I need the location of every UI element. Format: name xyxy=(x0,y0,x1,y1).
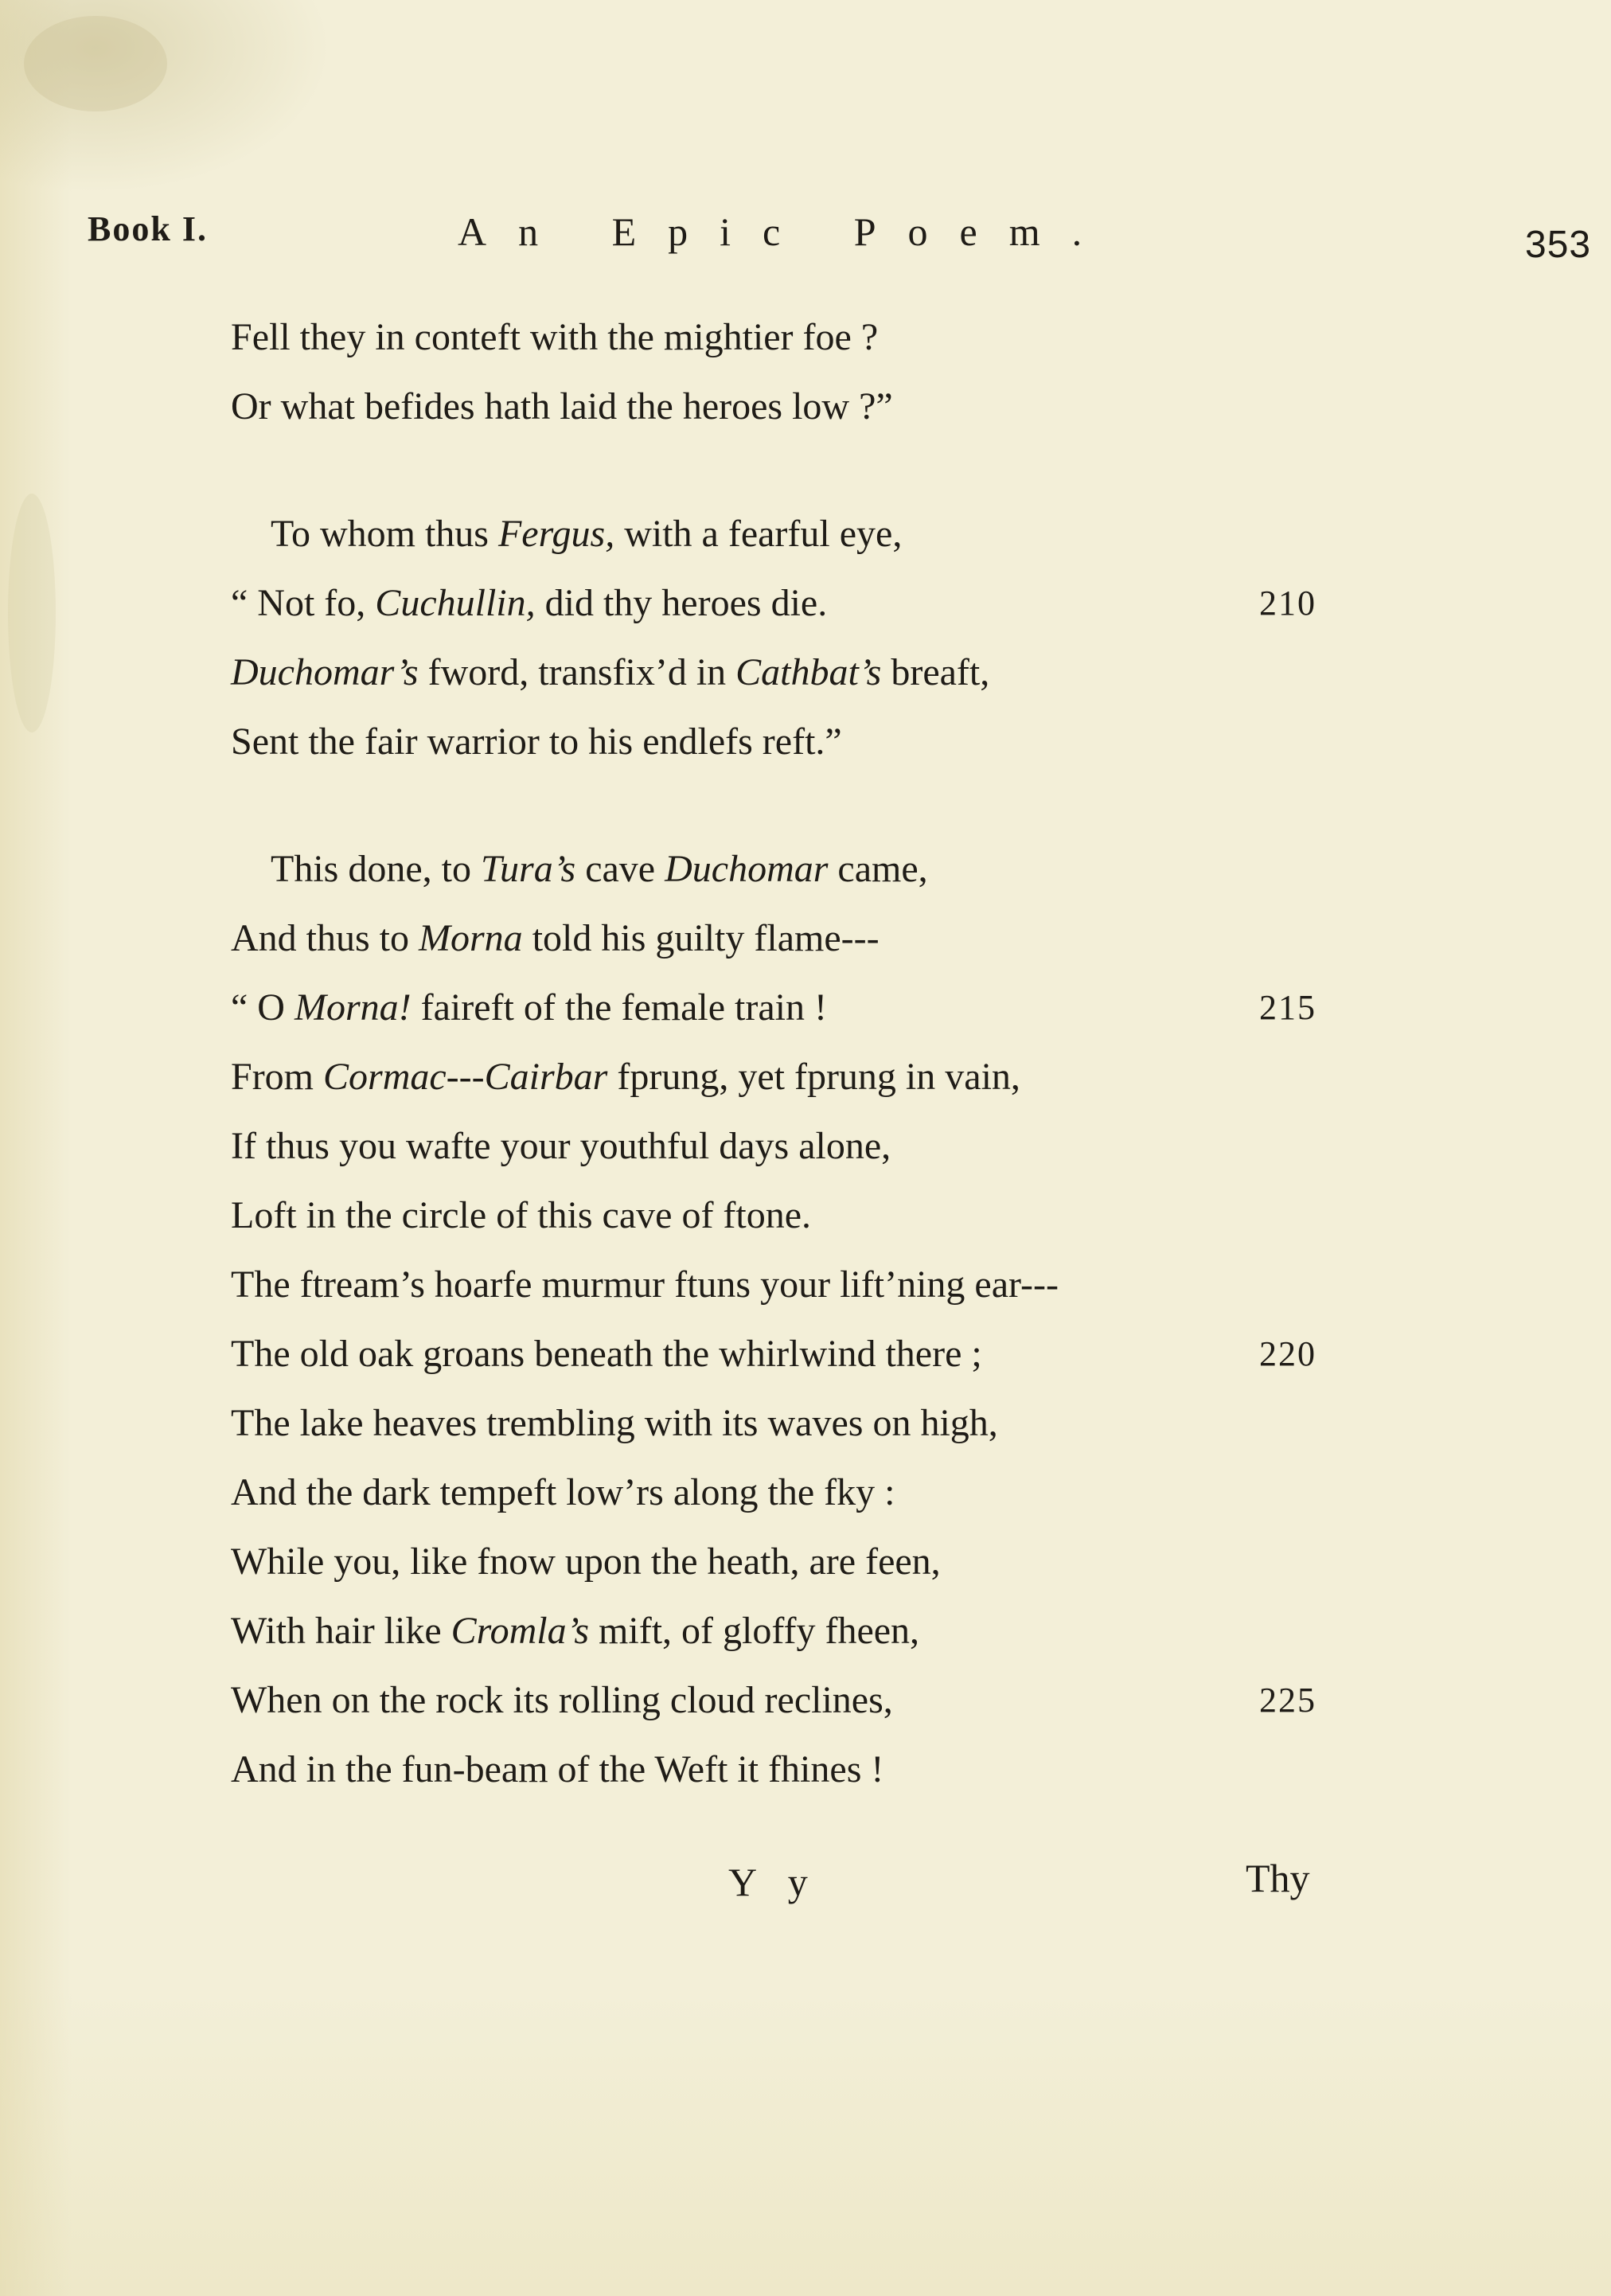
verse-line xyxy=(231,568,1345,638)
signature-mark: Y y xyxy=(728,1860,819,1904)
verse-line xyxy=(231,1250,1345,1319)
italic-name: Cormac---Cairbar xyxy=(323,1056,608,1098)
verse-line xyxy=(231,1388,1345,1458)
verse-text: mift, of gloffy fheen, xyxy=(589,1610,920,1652)
verse-text: And thus to xyxy=(231,917,419,959)
page-number: 353 xyxy=(1525,224,1592,266)
stanza-gap xyxy=(231,776,1345,834)
italic-name: Fergus, xyxy=(497,513,615,555)
line-number: 210 xyxy=(1259,584,1316,623)
verse-text: The old oak groans beneath the whirlwind there ; xyxy=(231,1333,982,1375)
verse-line xyxy=(231,1319,1345,1388)
verse-text: fword, transfix’d in xyxy=(418,651,736,693)
verse-text: The ftream’s hoarfe murmur ftuns your lift’ning ear--- xyxy=(231,1263,1059,1306)
verse-text: “ O xyxy=(231,986,295,1029)
verse-text: And the dark tempeft low’rs along the fky : xyxy=(231,1471,895,1513)
verse-text: Sent the fair warrior to his endlefs reft.” xyxy=(231,720,842,763)
verse-text: cave xyxy=(575,848,665,890)
verse-line xyxy=(231,1596,1345,1665)
verse-text: fprung, yet fprung in vain, xyxy=(607,1056,1020,1098)
italic-name: Cromla’s xyxy=(451,1610,590,1652)
verse-line xyxy=(231,499,1345,568)
verse-line xyxy=(231,303,1345,372)
verse-text: This done, to xyxy=(271,848,481,890)
verse-line xyxy=(231,973,1345,1042)
stanza xyxy=(231,303,1345,441)
italic-name: Tura’s xyxy=(480,848,576,890)
italic-name: Morna! xyxy=(294,986,412,1029)
running-head xyxy=(88,209,1592,272)
verse-text: told his guilty flame--- xyxy=(522,917,880,959)
verse-text: breaft, xyxy=(881,651,990,693)
verse-text: The lake heaves trembling with its waves on high, xyxy=(231,1402,998,1444)
verse-line xyxy=(231,834,1345,904)
italic-name: Duchomar xyxy=(665,848,829,890)
book-label: Book I. xyxy=(88,209,208,248)
verse-line xyxy=(231,1111,1345,1181)
verse-text: with a fearful eye, xyxy=(614,513,903,555)
verse-text: came, xyxy=(828,848,928,890)
page-stain xyxy=(24,16,167,111)
verse-line xyxy=(231,372,1345,441)
verse-text: “ Not fo, xyxy=(231,582,376,624)
page-stain xyxy=(8,494,56,732)
verse-line xyxy=(231,1181,1345,1250)
verse-text: Or what befides hath laid the heroes low ?” xyxy=(231,385,893,428)
verse-text: With hair like xyxy=(231,1610,451,1652)
verse-text: From xyxy=(231,1056,324,1098)
verse-text: Fell they in conteft with the mightier foe ? xyxy=(231,316,879,358)
running-title: An Epic Poem. xyxy=(458,209,1114,254)
catchword: Thy xyxy=(1246,1856,1310,1900)
italic-name: Cathbat’s xyxy=(735,651,882,693)
verse-line xyxy=(231,1665,1345,1735)
verse-text: And in the fun-beam of the Weft it fhines ! xyxy=(231,1748,884,1790)
verse-line xyxy=(231,1735,1345,1804)
verse-text: If thus you wafte your youthful days alone, xyxy=(231,1125,891,1167)
verse-text: did thy heroes die. xyxy=(535,582,828,624)
verse-text: Loft in the circle of this cave of ftone. xyxy=(231,1194,812,1236)
verse-line xyxy=(231,1527,1345,1596)
italic-name: Duchomar’s xyxy=(231,651,419,693)
verse-text: To whom thus xyxy=(271,513,498,555)
verse-line xyxy=(231,904,1345,973)
line-number: 225 xyxy=(1259,1681,1316,1720)
verse-text: faireft of the female train ! xyxy=(411,986,827,1029)
line-number: 220 xyxy=(1259,1334,1316,1373)
verse-line xyxy=(231,707,1345,776)
verse-text: While you, like fnow upon the heath, are feen, xyxy=(231,1540,941,1583)
italic-name: Cuchullin, xyxy=(375,582,536,624)
verse-line xyxy=(231,638,1345,707)
verse-text: When on the rock its rolling cloud reclines, xyxy=(231,1679,893,1721)
verse-line xyxy=(231,1042,1345,1111)
poem-text xyxy=(231,303,1345,1804)
stanza xyxy=(231,499,1345,776)
stanza xyxy=(231,834,1345,1804)
italic-name: Morna xyxy=(419,917,523,959)
stanza-gap xyxy=(231,441,1345,499)
line-number: 215 xyxy=(1259,988,1316,1027)
verse-line xyxy=(231,1458,1345,1527)
